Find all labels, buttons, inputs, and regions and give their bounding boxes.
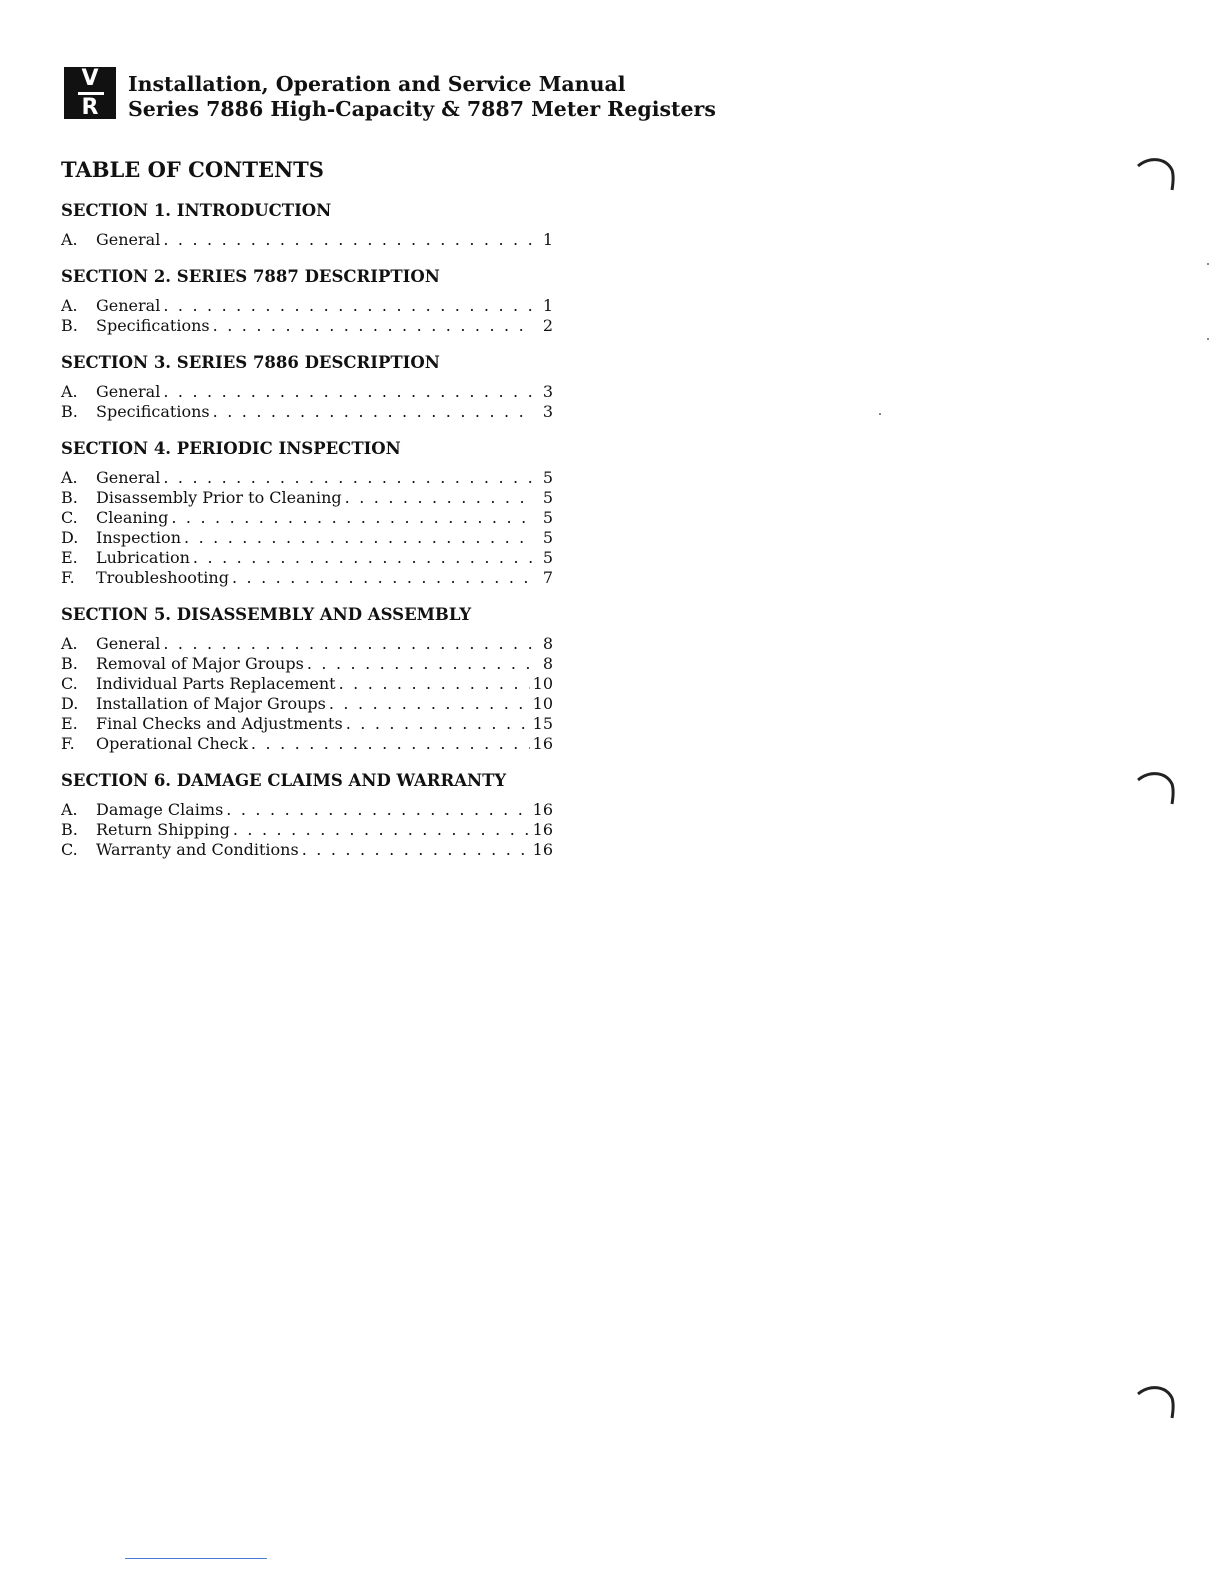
entry-label: Removal of Major Groups bbox=[96, 654, 304, 673]
entry-page-number: 15 bbox=[532, 714, 553, 733]
entry-letter: A. bbox=[61, 230, 78, 249]
dot-leader bbox=[163, 634, 532, 654]
section-heading: SECTION 5. DISASSEMBLY AND ASSEMBLY bbox=[61, 605, 472, 624]
dot-leader bbox=[163, 296, 532, 316]
toc-section bbox=[61, 352, 553, 422]
dot-leader bbox=[232, 568, 532, 588]
toc-entry[interactable] bbox=[61, 402, 553, 422]
footer-rule bbox=[125, 1558, 267, 1559]
toc-entry[interactable] bbox=[61, 674, 553, 694]
dot-leader bbox=[307, 654, 532, 674]
toc-entry[interactable] bbox=[61, 840, 553, 860]
table-of-contents bbox=[61, 200, 553, 876]
toc-entry[interactable] bbox=[61, 714, 553, 734]
entry-letter: C. bbox=[61, 674, 78, 693]
dot-leader bbox=[329, 694, 530, 714]
toc-entry[interactable] bbox=[61, 316, 553, 336]
section-heading: SECTION 6. DAMAGE CLAIMS AND WARRANTY bbox=[61, 771, 507, 790]
dot-leader bbox=[213, 316, 532, 336]
toc-entry[interactable] bbox=[61, 820, 553, 840]
dot-leader bbox=[213, 402, 532, 422]
entry-page-number: 8 bbox=[542, 634, 553, 653]
entry-page-number: 5 bbox=[542, 528, 553, 547]
entry-letter: A. bbox=[61, 634, 78, 653]
scan-speck bbox=[1207, 338, 1209, 340]
entry-letter: A. bbox=[61, 382, 78, 401]
entry-page-number: 16 bbox=[532, 800, 553, 819]
entry-page-number: 2 bbox=[542, 316, 553, 335]
toc-entry[interactable] bbox=[61, 508, 553, 528]
toc-section bbox=[61, 770, 553, 860]
dot-leader bbox=[302, 840, 530, 860]
toc-entry[interactable] bbox=[61, 528, 553, 548]
entry-page-number: 5 bbox=[542, 508, 553, 527]
toc-entry[interactable] bbox=[61, 382, 553, 402]
document-header bbox=[128, 72, 716, 122]
entry-page-number: 1 bbox=[542, 296, 553, 315]
manufacturer-logo bbox=[64, 67, 116, 119]
logo-top-letter: V bbox=[81, 66, 99, 91]
entry-page-number: 5 bbox=[542, 488, 553, 507]
entry-label: Installation of Major Groups bbox=[96, 694, 326, 713]
dot-leader bbox=[171, 508, 532, 528]
entry-label: General bbox=[96, 634, 161, 653]
entry-letter: E. bbox=[61, 714, 78, 733]
toc-section bbox=[61, 438, 553, 588]
entry-label: Specifications bbox=[96, 316, 210, 335]
entry-label: Troubleshooting bbox=[96, 568, 229, 587]
logo-bottom-letter: R bbox=[81, 95, 99, 120]
dot-leader bbox=[251, 734, 530, 754]
entry-page-number: 1 bbox=[542, 230, 553, 249]
entry-page-number: 10 bbox=[532, 674, 553, 693]
entry-letter: A. bbox=[61, 468, 78, 487]
entry-letter: B. bbox=[61, 402, 78, 421]
entry-label: Final Checks and Adjustments bbox=[96, 714, 343, 733]
dot-leader bbox=[339, 674, 530, 694]
section-heading: SECTION 4. PERIODIC INSPECTION bbox=[61, 439, 401, 458]
entry-label: General bbox=[96, 296, 161, 315]
binder-hole-mark-middle bbox=[1136, 770, 1180, 806]
section-heading: SECTION 1. INTRODUCTION bbox=[61, 201, 332, 220]
entry-label: General bbox=[96, 382, 161, 401]
binder-hole-mark-top bbox=[1136, 156, 1180, 192]
dot-leader bbox=[163, 230, 532, 250]
entry-page-number: 16 bbox=[532, 840, 553, 859]
dot-leader bbox=[345, 488, 532, 508]
toc-entry[interactable] bbox=[61, 634, 553, 654]
section-heading: SECTION 3. SERIES 7886 DESCRIPTION bbox=[61, 353, 440, 372]
entry-letter: D. bbox=[61, 528, 79, 547]
entry-label: Lubrication bbox=[96, 548, 190, 567]
entry-page-number: 5 bbox=[542, 548, 553, 567]
section-heading: SECTION 2. SERIES 7887 DESCRIPTION bbox=[61, 267, 440, 286]
entry-letter: B. bbox=[61, 316, 78, 335]
entry-letter: A. bbox=[61, 800, 78, 819]
entry-letter: B. bbox=[61, 488, 78, 507]
toc-entry[interactable] bbox=[61, 296, 553, 316]
toc-entry[interactable] bbox=[61, 734, 553, 754]
entry-label: Individual Parts Replacement bbox=[96, 674, 336, 693]
entry-label: Warranty and Conditions bbox=[96, 840, 299, 859]
toc-entry[interactable] bbox=[61, 800, 553, 820]
entry-letter: B. bbox=[61, 820, 78, 839]
dot-leader bbox=[193, 548, 532, 568]
dot-leader bbox=[346, 714, 530, 734]
entry-letter: E. bbox=[61, 548, 78, 567]
entry-page-number: 10 bbox=[532, 694, 553, 713]
entry-letter: C. bbox=[61, 508, 78, 527]
scan-speck bbox=[879, 413, 881, 415]
entry-label: General bbox=[96, 230, 161, 249]
entry-page-number: 3 bbox=[542, 382, 553, 401]
scan-speck bbox=[1207, 263, 1209, 265]
toc-entry[interactable] bbox=[61, 488, 553, 508]
dot-leader bbox=[233, 820, 530, 840]
entry-letter: C. bbox=[61, 840, 78, 859]
binder-hole-mark-bottom bbox=[1136, 1384, 1180, 1420]
entry-label: Inspection bbox=[96, 528, 181, 547]
entry-letter: D. bbox=[61, 694, 79, 713]
toc-title: TABLE OF CONTENTS bbox=[61, 157, 324, 182]
toc-section bbox=[61, 200, 553, 250]
entry-letter: F. bbox=[61, 734, 75, 753]
entry-page-number: 16 bbox=[532, 820, 553, 839]
entry-page-number: 7 bbox=[542, 568, 553, 587]
dot-leader bbox=[163, 382, 532, 402]
header-title-line-1: Installation, Operation and Service Manual bbox=[128, 72, 626, 96]
entry-label: Return Shipping bbox=[96, 820, 230, 839]
toc-entry[interactable] bbox=[61, 230, 553, 250]
entry-label: General bbox=[96, 468, 161, 487]
header-title-line-2: Series 7886 High-Capacity & 7887 Meter Registers bbox=[128, 97, 716, 121]
toc-section bbox=[61, 604, 553, 754]
entry-page-number: 16 bbox=[532, 734, 553, 753]
toc-entry[interactable] bbox=[61, 468, 553, 488]
entry-letter: A. bbox=[61, 296, 78, 315]
entry-letter: B. bbox=[61, 654, 78, 673]
toc-entry[interactable] bbox=[61, 568, 553, 588]
entry-page-number: 3 bbox=[542, 402, 553, 421]
toc-section bbox=[61, 266, 553, 336]
entry-page-number: 8 bbox=[542, 654, 553, 673]
dot-leader bbox=[163, 468, 532, 488]
entry-label: Operational Check bbox=[96, 734, 248, 753]
entry-label: Cleaning bbox=[96, 508, 169, 527]
dot-leader bbox=[226, 800, 529, 820]
entry-page-number: 5 bbox=[542, 468, 553, 487]
toc-entry[interactable] bbox=[61, 548, 553, 568]
toc-entry[interactable] bbox=[61, 654, 553, 674]
entry-letter: F. bbox=[61, 568, 75, 587]
entry-label: Damage Claims bbox=[96, 800, 224, 819]
dot-leader bbox=[184, 528, 532, 548]
toc-entry[interactable] bbox=[61, 694, 553, 714]
entry-label: Disassembly Prior to Cleaning bbox=[96, 488, 342, 507]
entry-label: Specifications bbox=[96, 402, 210, 421]
